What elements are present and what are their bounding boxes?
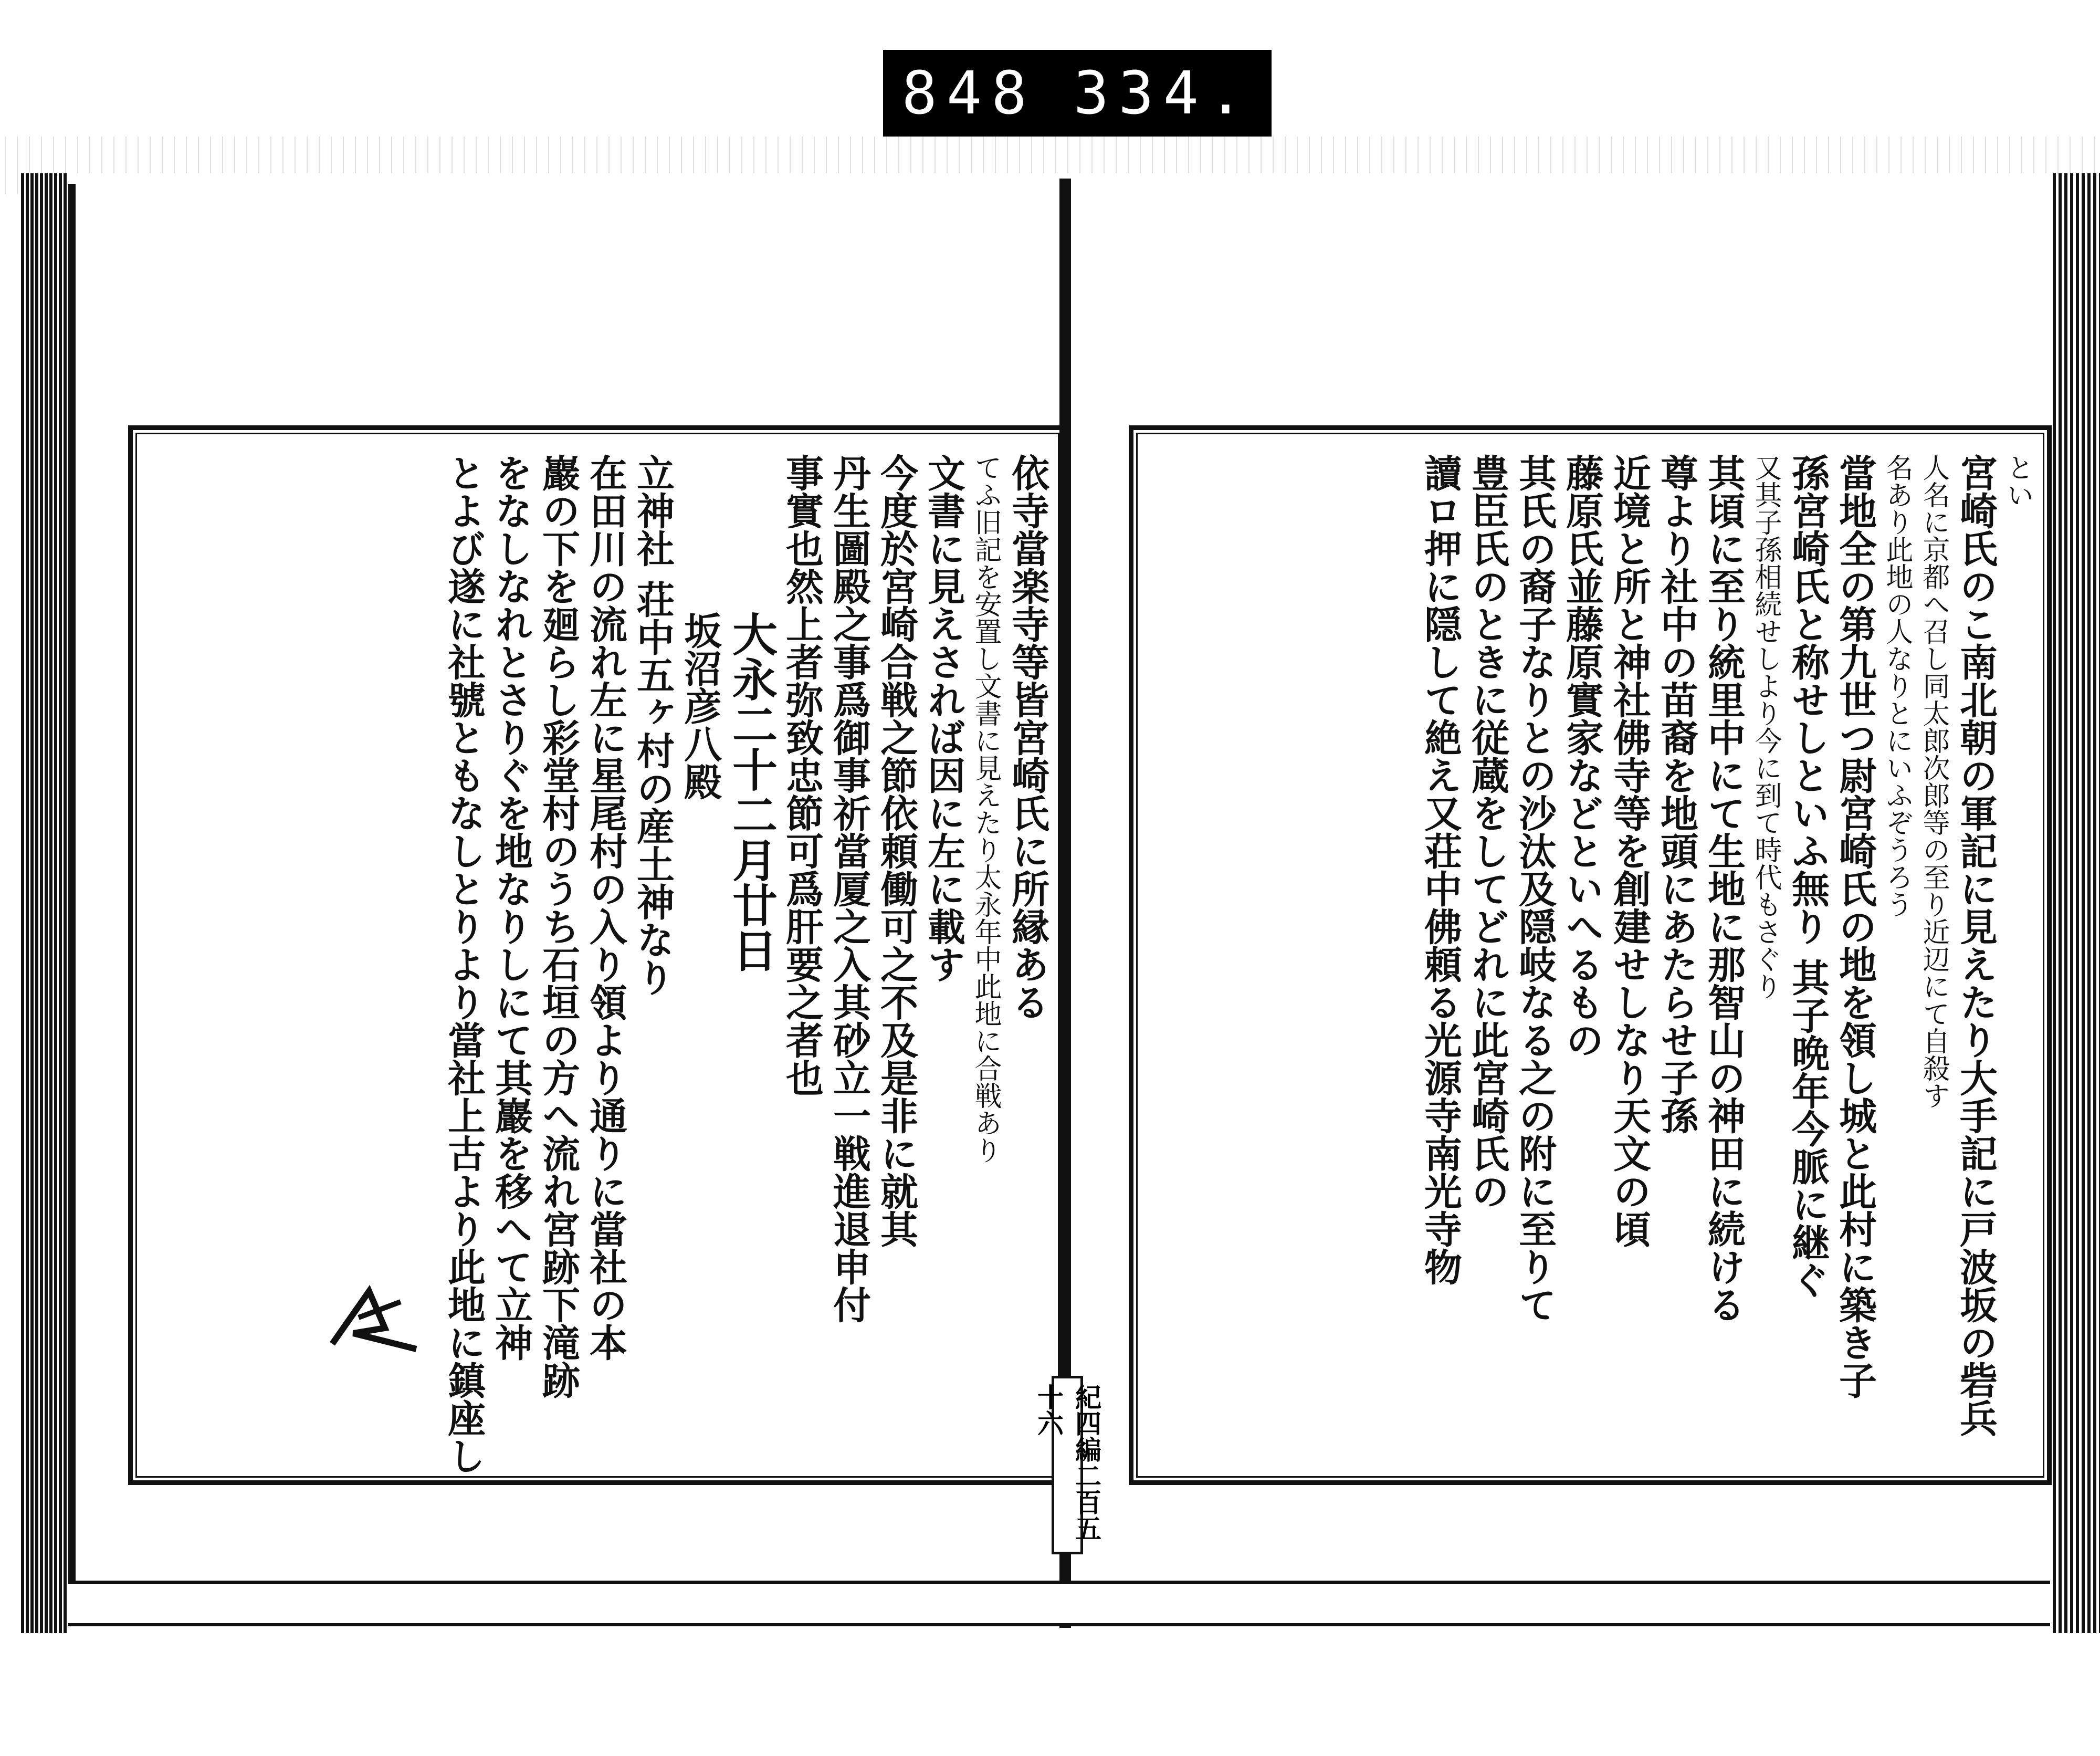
text-column: 今度於宮崎合戦之節依頼働可之不及是非に就其 bbox=[874, 454, 919, 1248]
text-column: 藤原氏並藤原實家などといへるもの bbox=[1560, 454, 1604, 1059]
left-page bbox=[68, 184, 1063, 1612]
text-column: 在田川の流れ左に星尾村の入り領より通りに當社の本 bbox=[583, 454, 628, 1361]
text-column: 依寺當楽寺等皆宮崎氏に所縁ある bbox=[1005, 454, 1050, 1021]
right-text-columns bbox=[1418, 454, 2033, 1459]
kao-seal-mark bbox=[322, 1281, 427, 1354]
date-column: 大永二十二月廿日 bbox=[724, 611, 778, 973]
text-column: 文書に見えされば因に左に載す bbox=[921, 454, 966, 983]
left-text-columns bbox=[442, 454, 1050, 1475]
text-column: 事實也然上者弥致忠節可爲肝要之者也 bbox=[780, 454, 824, 1096]
text-column: 尊より社中の苗裔を地頭にあたらせ子孫 bbox=[1654, 454, 1699, 1134]
text-column: 宮崎氏のこ南北朝の軍記に見えたり大手記に戸波坂の砦兵 bbox=[1954, 454, 1998, 1437]
section-heading-column: 立神社 荘中五ヶ村の産土神なり bbox=[631, 454, 675, 997]
text-column: 又其子孫相続せしより今に到て時代もさぐり bbox=[1750, 454, 1781, 1000]
bottom-page-edge bbox=[68, 1581, 2050, 1626]
ruby-heading: とい bbox=[2002, 454, 2033, 508]
text-column: 巖の下を廻らし彩堂村のうち石垣の方へ流れ宮跡下滝跡 bbox=[536, 454, 581, 1399]
left-page-edges bbox=[21, 173, 68, 1633]
archive-number-label bbox=[883, 50, 1272, 137]
recipient-column: 坂沼彦八殿 bbox=[678, 611, 722, 800]
right-text-frame bbox=[1129, 425, 2052, 1485]
text-column: 人名に京都へ召し同太郎次郎等の至り近辺にて自殺す bbox=[1918, 454, 1949, 1109]
text-column: 孫宮崎氏と称せしといふ無り 其子晩年今脈に継ぐ bbox=[1786, 454, 1830, 1299]
text-column: 豊臣氏のときに従蔵をしてどれに此宮崎氏の bbox=[1465, 454, 1510, 1210]
text-column: をなしなれとさりぐを地なりしにて其巖を移へて立神 bbox=[489, 454, 533, 1361]
item-number: 334. bbox=[1073, 59, 1253, 128]
volume-number: 848 bbox=[901, 59, 1036, 128]
text-column: 其頃に至り統里中にて生地に那智山の神田に続ける bbox=[1702, 454, 1746, 1323]
folio-label bbox=[1052, 1376, 1083, 1554]
text-column: 其氏の裔子なりとの沙汰及隠岐なる之の附に至りて bbox=[1513, 454, 1557, 1323]
right-page-edges bbox=[2050, 173, 2100, 1633]
text-column: 名あり此地の人なりとにいふぞうろう bbox=[1881, 454, 1913, 918]
right-page bbox=[1087, 184, 2055, 1612]
left-text-frame bbox=[128, 425, 1067, 1485]
text-column: 當地全の第九世つ尉宮崎氏の地を領し城と此村に築き子 bbox=[1833, 454, 1877, 1399]
text-column: 丹生圖殿之事爲御事祈當厦之入其砂立一戦進退申付 bbox=[827, 454, 872, 1323]
text-column: 近境と所と神社佛寺等を創建せしなり天文の頃 bbox=[1607, 454, 1652, 1248]
text-column: 讀ロ押に隠して絶え又荘中佛頼る光源寺南光寺物 bbox=[1418, 454, 1463, 1285]
text-column: てふ旧記を安置し文書に見えたり太永年中此地に合戦あり bbox=[970, 454, 1001, 1164]
text-column: とよび遂に社號ともなしとりより當社上古より此地に鎮座し bbox=[442, 454, 486, 1475]
